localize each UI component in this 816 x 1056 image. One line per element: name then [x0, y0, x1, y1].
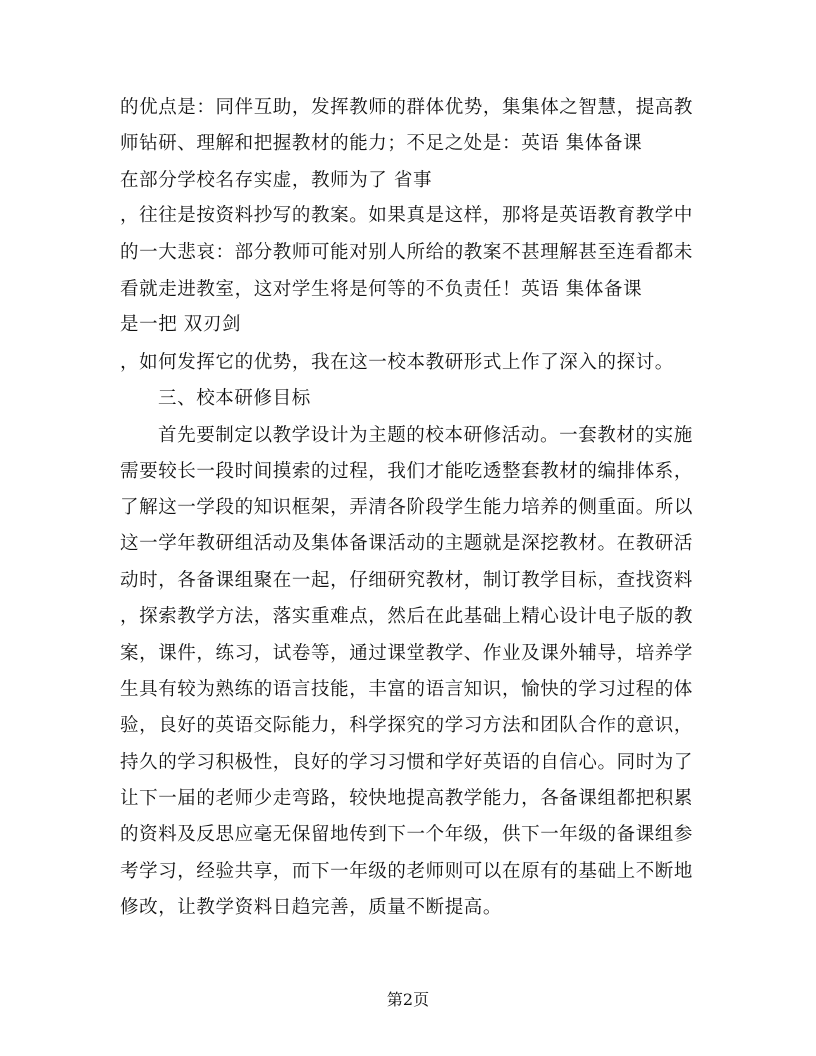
text-line-5: 的一大悲哀：部分教师可能对别人所给的教案不甚理解甚至连看都未 [120, 242, 694, 263]
text-line-8: ，如何发挥它的优势，我在这一校本教研形式上作了深入的探讨。 [120, 352, 674, 373]
text-line-17: 生具有较为熟练的语言技能，丰富的语言知识，愉快的学习过程的体 [120, 679, 694, 700]
text-line-7: 是一把 双刃剑 [120, 314, 242, 335]
text-line-11: 需要较长一段时间摸索的过程，我们才能吃透整套教材的编排体系， [120, 461, 694, 482]
text-line-1: 的优点是：同伴互助，发挥教师的群体优势，集集体之智慧，提高教 [120, 97, 694, 118]
text-line-23: 修改，让教学资料日趋完善，质量不断提高。 [120, 897, 503, 918]
section-heading: 三、校本研修目标 [158, 388, 311, 409]
text-line-13: 这一学年教研组活动及集体备课活动的主题就是深挖教材。在教研活 [120, 533, 694, 554]
text-line-6: 看就走进教室，这对学生将是何等的不负责任！英语 集体备课 [120, 279, 643, 300]
text-line-22: 考学习，经验共享，而下一年级的老师则可以在原有的基础上不断地 [120, 861, 694, 882]
text-line-16: 案，课件，练习，试卷等，通过课堂教学、作业及课外辅导，培养学 [120, 643, 694, 664]
text-line-21: 的资料及反思应毫无保留地传到下一个年级，供下一年级的备课组参 [120, 824, 694, 845]
text-line-18: 验，良好的英语交际能力，科学探究的学习方法和团队合作的意识， [120, 715, 694, 736]
text-line-20: 让下一届的老师少走弯路，较快地提高教学能力，各备课组都把积累 [120, 788, 694, 809]
text-line-2: 师钻研、理解和把握教材的能力；不足之处是：英语 集体备课 [120, 133, 643, 154]
text-line-10: 首先要制定以教学设计为主题的校本研修活动。一套教材的实施 [158, 425, 693, 446]
text-line-3: 在部分学校名存实虚，教师为了 省事 [120, 170, 433, 191]
text-line-4: ，往往是按资料抄写的教案。如果真是这样，那将是英语教育教学中 [120, 205, 694, 226]
text-line-14: 动时，各备课组聚在一起，仔细研究教材，制订教学目标，查找资料 [120, 570, 694, 591]
page-number: 第2页 [386, 990, 430, 1009]
text-line-12: 了解这一学段的知识框架，弄清各阶段学生能力培养的侧重面。所以 [120, 497, 694, 518]
text-line-19: 持久的学习积极性，良好的学习习惯和学好英语的自信心。同时为了 [120, 752, 694, 773]
text-line-15: ，探索教学方法，落实重难点，然后在此基础上精心设计电子版的教 [120, 606, 694, 627]
